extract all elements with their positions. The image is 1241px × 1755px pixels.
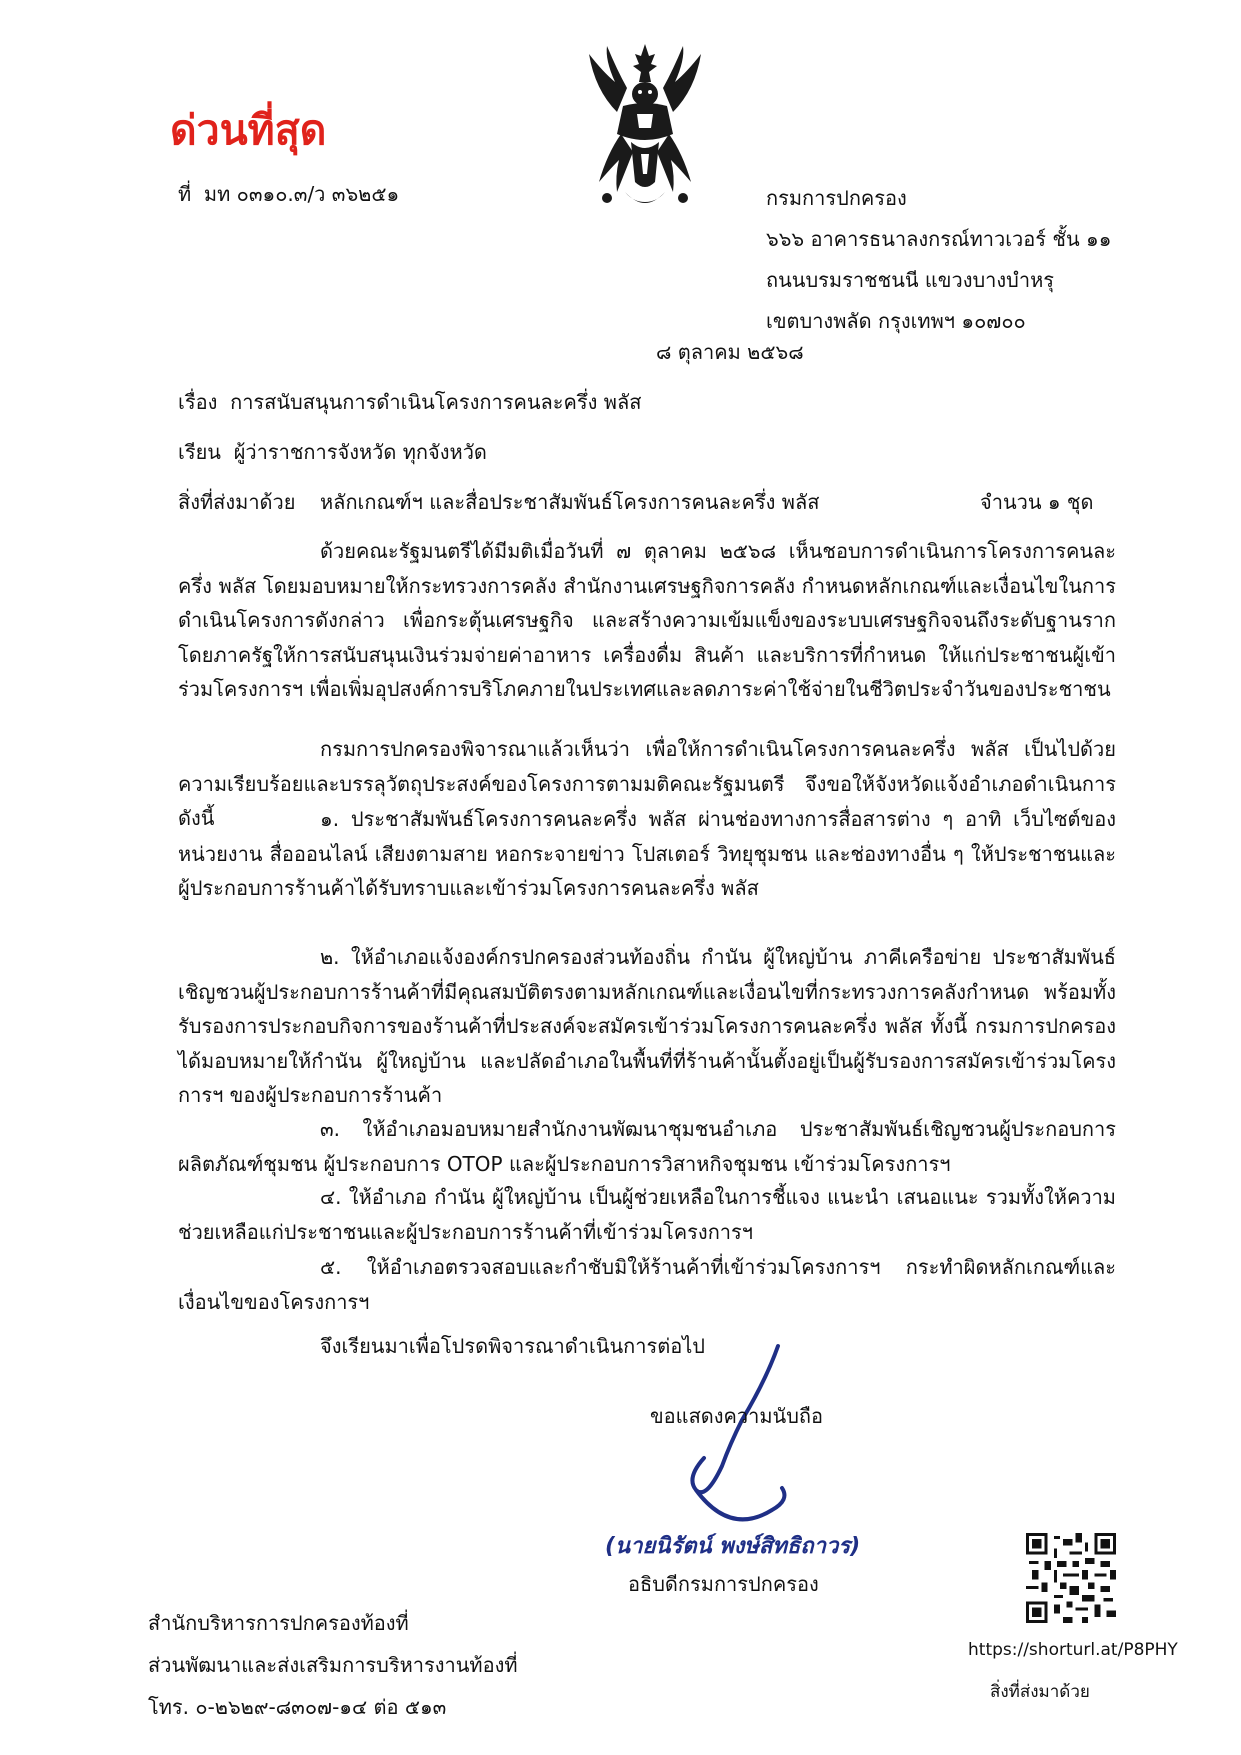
office-road: ถนนบรมราชชนนี แขวงบางบำหรุ <box>766 268 1054 292</box>
recipient-text: ผู้ว่าราชการจังหวัด ทุกจังหวัด <box>233 440 487 464</box>
office-district: เขตบางพลัด กรุงเทพฯ ๑๐๗๐๐ <box>766 309 1026 333</box>
office-address <box>766 178 1111 342</box>
signatory-title: อธิบดีกรมการปกครอง <box>628 1572 819 1596</box>
qr-code-icon <box>1026 1533 1116 1623</box>
handwritten-signature <box>670 1340 820 1530</box>
recipient-label: เรียน <box>178 440 221 464</box>
letter-date: ๘ ตุลาคม ๒๕๖๘ <box>656 340 804 364</box>
action-item-3: ๓. ให้อำเภอมอบหมายสำนักงานพัฒนาชุมชนอำเภอ ประชาสัมพันธ์เชิญชวนผู้ประกอบการผลิตภัณฑ์ชุมชน ผู้ประกอบการ OTOP และผู้ประกอบการวิสาหกิจชุมชน เข้าร่วมโครงการฯ <box>178 1117 1116 1176</box>
recipient-line <box>178 436 487 468</box>
closing-line: จึงเรียนมาเพื่อโปรดพิจารณาดำเนินการต่อไป <box>320 1334 705 1358</box>
office-building: ๖๖๖ อาคารธนาลงกรณ์ทาวเวอร์ ชั้น ๑๑ <box>766 227 1112 251</box>
subject-label: เรื่อง <box>178 390 218 414</box>
subject-line <box>178 386 641 418</box>
salutation: ขอแสดงความนับถือ <box>650 1404 824 1428</box>
urgency-stamp: ด่วนที่สุด <box>170 106 327 154</box>
action-item-4: ๔. ให้อำเภอ กำนัน ผู้ใหญ่บ้าน เป็นผู้ช่วยเหลือในการชี้แจง แนะนำ เสนอแนะ รวมทั้งให้ความช่วยเหลือแก่ประชาชนและผู้ประกอบการร้านค้าที่เข้าร่วมโครงการฯ <box>178 1185 1116 1244</box>
garuda-emblem <box>585 42 705 217</box>
action-item-1: ๑. ประชาสัมพันธ์โครงการคนละครึ่ง พลัส ผ่านช่องทางการสื่อสารต่าง ๆ อาทิ เว็บไซต์ของหน่วยงาน สื่อออนไลน์ เสียงตามสาย หอกระจายข่าว โปสเตอร์ วิทยุชุมชน และช่องทางอื่น ๆ ให้ประชาชนและผู้ประกอบการร้านค้าได้รับทราบและเข้าร่วมโครงการคนละครึ่ง พลัส <box>178 807 1116 900</box>
reference-line <box>178 178 399 210</box>
enclosure-qty: จำนวน ๑ ชุด <box>980 490 1094 514</box>
body-paragraph-2: กรมการปกครองพิจารณาแล้วเห็นว่า เพื่อให้การดำเนินโครงการคนละครึ่ง พลัส เป็นไปด้วยความเรียบร้อยและบรรลุวัตถุประสงค์ของโครงการตามมติคณะรัฐมนตรี จึงขอให้จังหวัดแจ้งอำเภอดำเนินการ ดังนี้ <box>178 737 1116 830</box>
ref-label: ที่ <box>178 182 192 206</box>
body-paragraph-1: ด้วยคณะรัฐมนตรีได้มีมติเมื่อวันที่ ๗ ตุลาคม ๒๕๖๘ เห็นชอบการดำเนินการโครงการคนละครึ่ง พลัส โดยมอบหมายให้กระทรวงการคลัง สำนักงานเศรษฐกิจการคลัง กำหนดหลักเกณฑ์และเงื่อนไขในการดำเนินโครงการดังกล่าว เพื่อกระตุ้นเศรษฐกิจ และสร้างความเข้มแข็งของระบบเศรษฐกิจจนถึงระดับฐานราก โดยภาครัฐให้การสนับสนุนเงินร่วมจ่ายค่าอาหาร เครื่องดื่ม สินค้า และบริการที่กำหนด ให้แก่ประชาชนผู้เข้าร่วมโครงการฯ เพื่อเพิ่มอุปสงค์การบริโภคภายในประเทศและลดภาระค่าใช้จ่ายในชีวิตประจำวันของประชาชน <box>178 539 1116 701</box>
office-name: กรมการปกครอง <box>766 186 907 210</box>
subject-text: การสนับสนุนการดำเนินโครงการคนละครึ่ง พลัส <box>230 390 642 414</box>
qr-url: https://shorturl.at/P8PHY <box>968 1640 1178 1660</box>
signatory-name: (นายนิรัตน์ พงษ์สิทธิถาวร) <box>605 1534 861 1559</box>
qr-caption: สิ่งที่ส่งมาด้วย <box>990 1682 1090 1702</box>
footer-office: สำนักบริหารการปกครองท้องที่ <box>148 1611 409 1635</box>
footer-section: ส่วนพัฒนาและส่งเสริมการบริหารงานท้องที่ <box>148 1653 518 1677</box>
action-item-5: ๕. ให้อำเภอตรวจสอบและกำชับมิให้ร้านค้าที่เข้าร่วมโครงการฯ กระทำผิดหลักเกณฑ์และเงื่อนไขของโครงการฯ <box>178 1255 1116 1314</box>
footer-phone: โทร. ๐-๒๖๒๙-๘๓๐๗-๑๔ ต่อ ๕๑๓ <box>148 1695 447 1719</box>
enclosure-label: สิ่งที่ส่งมาด้วย <box>178 490 296 514</box>
footer-department <box>148 1602 518 1728</box>
ref-number: มท ๐๓๑๐.๓/ว ๓๖๒๕๑ <box>203 182 400 206</box>
enclosure-text: หลักเกณฑ์ฯ และสื่อประชาสัมพันธ์โครงการคนละครึ่ง พลัส <box>320 490 820 514</box>
action-item-2: ๒. ให้อำเภอแจ้งองค์กรปกครองส่วนท้องถิ่น กำนัน ผู้ใหญ่บ้าน ภาคีเครือข่าย ประชาสัมพันธ์เชิญชวนผู้ประกอบการร้านค้าที่มีคุณสมบัติตรงตามหลักเกณฑ์และเงื่อนไขที่กระทรวงการคลังกำหนด พร้อมทั้งรับรองการประกอบกิจการของร้านค้าที่ประสงค์จะสมัครเข้าร่วมโครงการคนละครึ่ง พลัส ทั้งนี้ กรมการปกครองได้มอบหมายให้กำนัน ผู้ใหญ่บ้าน และปลัดอำเภอในพื้นที่ที่ร้านค้านั้นตั้งอยู่เป็นผู้รับรองการสมัครเข้าร่วมโครงการฯ ของผู้ประกอบการร้านค้า <box>178 945 1116 1107</box>
